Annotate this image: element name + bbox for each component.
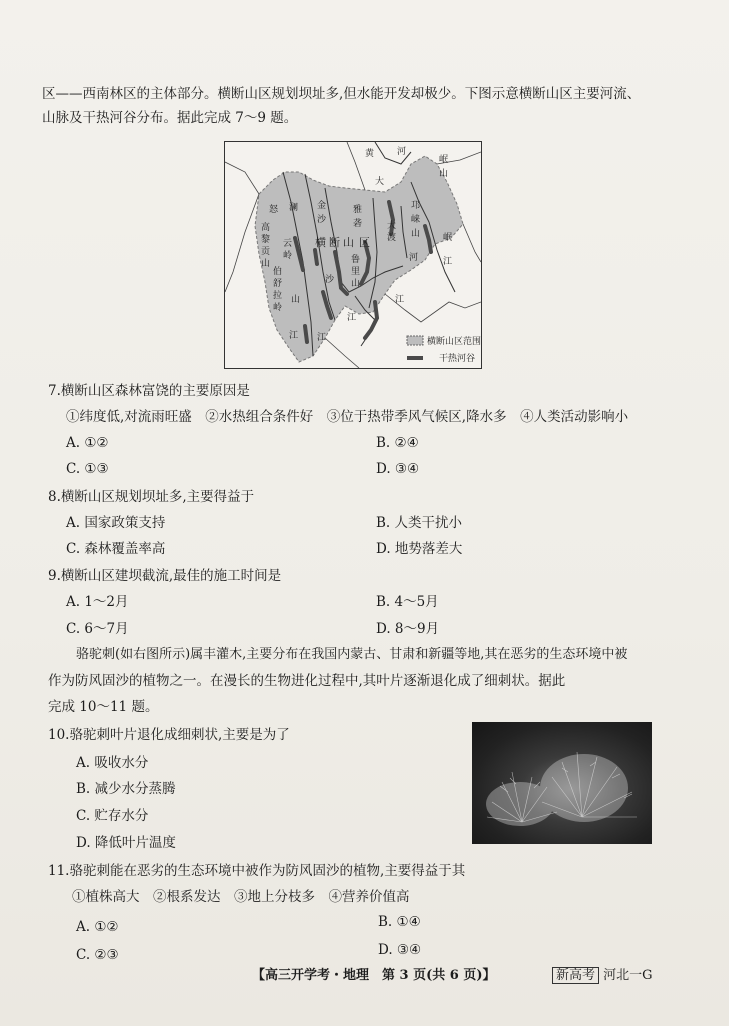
map-label-lancang: 澜 — [289, 203, 299, 213]
valley-segment — [315, 250, 317, 264]
question-9-option-a[interactable]: A. 1～2月 — [66, 594, 129, 610]
map-label-gl-shan: 山 — [261, 259, 271, 269]
map-label-heng: 横 — [315, 236, 326, 249]
question-10-stem: 10.骆驼刺叶片退化成细刺状,主要是为了 — [48, 727, 290, 743]
question-11-option-d[interactable]: D. ③④ — [378, 942, 422, 958]
map-label-gong: 贡 — [261, 247, 271, 257]
question-8-option-b[interactable]: B. 人类干扰小 — [376, 515, 463, 531]
question-9-stem: 9.横断山区建坝截流,最佳的施工时间是 — [48, 568, 282, 584]
map-label-he-2: 河 — [409, 253, 419, 263]
map-label-lai: 崃 — [411, 215, 421, 225]
hengduan-map — [224, 141, 482, 369]
map-label-lu: 鲁 — [351, 255, 361, 265]
question-11-option-b[interactable]: B. ①④ — [378, 914, 421, 930]
map-label-jiang2: 江 — [317, 333, 327, 343]
question-11-stem: 11.骆驼刺能在恶劣的生态环境中被作为防风固沙的植物,主要得益于其 — [48, 863, 466, 879]
question-11-statements: ①植株高大 ②根系发达 ③地上分枝多 ④营养价值高 — [72, 889, 410, 905]
footer-region: 河北一G — [603, 968, 653, 983]
question-9-option-d[interactable]: D. 8～9月 — [376, 621, 440, 637]
map-label-jiang-b: 江 — [347, 313, 357, 323]
camelthorn-photo — [472, 722, 652, 844]
footer-page-info: 【高三开学考・地理 第 3 页(共 6 页)】 — [252, 968, 496, 983]
question-7-option-a[interactable]: A. ①② — [66, 435, 109, 451]
map-label-qiong-shan: 山 — [411, 229, 421, 239]
map-label-huang: 黄 — [365, 149, 375, 159]
map-label-bo: 伯 — [273, 267, 283, 277]
map-label-jin: 金 — [317, 201, 327, 211]
map-label-min-shan: 山 — [439, 169, 449, 179]
map-label-he: 河 — [397, 147, 407, 157]
question-9-option-c[interactable]: C. 6～7月 — [66, 621, 129, 637]
question-8-stem: 8.横断山区规划坝址多,主要得益于 — [48, 489, 255, 505]
map-label-jiang-a: 江 — [395, 295, 405, 305]
intro-line-2: 山脉及干热河谷分布。据此完成 7～9 题。 — [42, 110, 298, 126]
question-8-option-d[interactable]: D. 地势落差大 — [376, 541, 463, 557]
map-label-la: 拉 — [273, 291, 283, 301]
footer-badge-label: 新高考 — [552, 967, 599, 984]
map-label-jiang3: 江 — [289, 331, 299, 341]
map-figure — [225, 142, 481, 368]
map-label-ya: 雅 — [353, 205, 363, 215]
map-label-shan2: 山 — [291, 295, 301, 305]
map-label-du: 渡 — [387, 233, 397, 243]
legend-region-swatch — [407, 336, 423, 345]
question-8-option-c[interactable]: C. 森林覆盖率高 — [66, 541, 166, 557]
map-label-qiong: 邛 — [411, 201, 421, 211]
passage-line-1: 骆驼刺(如右图所示)属丰灌木,主要分布在我国内蒙古、甘肃和新疆等地,其在恶劣的生态环境中被 — [76, 647, 628, 662]
intro-line-1: 区——西南林区的主体部分。横断山区规划坝址多,但水能开发却极少。下图示意横断山区主要河流、 — [42, 86, 641, 102]
map-label-long: 砻 — [353, 219, 363, 229]
question-7-stem: 7.横断山区森林富饶的主要原因是 — [48, 383, 250, 399]
question-8-option-a[interactable]: A. 国家政策支持 — [66, 515, 166, 531]
map-label-shan: 山 — [343, 236, 354, 249]
map-label-shu: 舒 — [273, 279, 283, 289]
question-10-option-a[interactable]: A. 吸收水分 — [76, 755, 149, 771]
map-label-dadu-da: 大 — [387, 221, 397, 231]
map-label-min2: 岷 — [443, 233, 453, 243]
map-label-min-jiang: 江 — [443, 257, 453, 267]
passage-line-3: 完成 10～11 题。 — [48, 699, 159, 715]
map-label-qu: 区 — [359, 236, 370, 249]
map-label-min: 岷 — [439, 155, 449, 165]
footer-badge — [552, 966, 653, 986]
map-label-li: 黎 — [261, 235, 271, 245]
legend-region-label: 横断山区范围 — [427, 337, 481, 347]
question-11-option-a[interactable]: A. ①② — [76, 919, 119, 935]
map-label-shan3: 山 — [351, 279, 361, 289]
valley-segment — [305, 326, 307, 342]
map-label-sha2: 沙 — [325, 275, 335, 285]
question-10-option-b[interactable]: B. 减少水分蒸腾 — [76, 781, 176, 797]
passage-line-2: 作为防风固沙的植物之一。在漫长的生物进化过程中,其叶片逐渐退化成了细刺状。据此 — [48, 673, 566, 689]
question-11-option-c[interactable]: C. ②③ — [76, 947, 119, 963]
legend-valley-label: 干热河谷 — [439, 354, 476, 364]
question-7-option-d[interactable]: D. ③④ — [376, 461, 420, 477]
map-label-sha: 沙 — [317, 215, 327, 225]
map-label-ling2: 岭 — [273, 303, 283, 313]
map-label-ling: 岭 — [283, 251, 293, 261]
question-7-statements: ①纬度低,对流雨旺盛 ②水热组合条件好 ③位于热带季风气候区,降水多 ④人类活动影响小 — [66, 409, 629, 425]
map-label-duan: 断 — [329, 236, 340, 249]
map-label-nu: 怒 — [269, 205, 279, 215]
question-9-option-b[interactable]: B. 4～5月 — [376, 594, 439, 610]
question-7-option-c[interactable]: C. ①③ — [66, 461, 109, 477]
question-10-option-c[interactable]: C. 贮存水分 — [76, 808, 149, 824]
map-label-li2: 里 — [351, 267, 361, 277]
map-label-da: 大 — [375, 177, 385, 187]
map-label-yun: 云 — [283, 239, 293, 249]
question-10-option-d[interactable]: D. 降低叶片温度 — [76, 835, 176, 851]
map-label-gao: 高 — [261, 223, 271, 233]
question-7-option-b[interactable]: B. ②④ — [376, 435, 419, 451]
